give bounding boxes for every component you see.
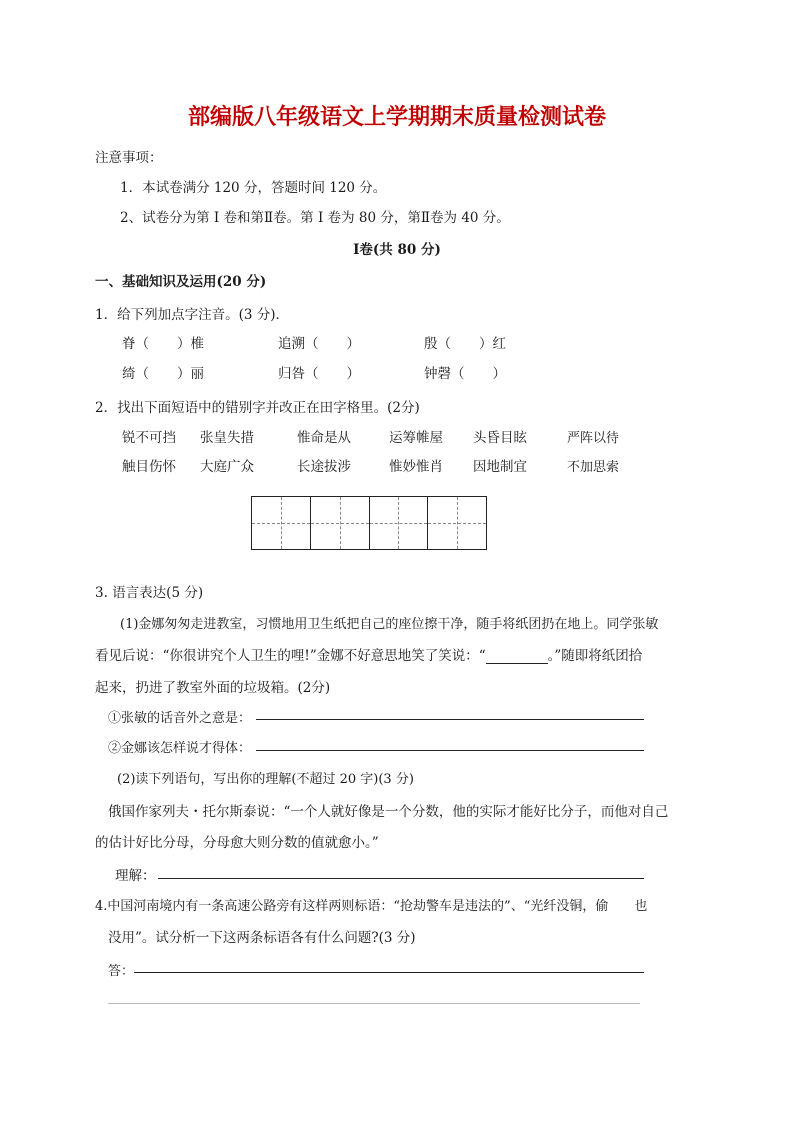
grid-cell[interactable] [370, 497, 429, 549]
exam-title: 部编版八年级语文上学期期末质量检测试卷 [187, 105, 606, 130]
q3-passage-line: (1)金娜匆匆走进教室，习惯地用卫生纸把自己的座位擦干净，随手将纸团扔在地上。同学张敏 [120, 617, 659, 632]
q2-phrase: 惟妙惟肖 [389, 459, 443, 475]
q1-item: 脊（ ）椎 [122, 336, 204, 352]
notice-item-1: 1．本试卷满分 120 分，答题时间 120 分。 [120, 180, 387, 196]
section-heading: 一、基础知识及运用(20 分) [95, 274, 267, 290]
fill-blank[interactable] [486, 649, 548, 664]
answer-line[interactable] [256, 750, 644, 751]
q3-quote-line: 俄国作家列夫・托尔斯泰说：“一个人就好像是一个分数，他的实际才能好比分子，而他对自己 [108, 804, 669, 820]
answer-line[interactable] [158, 878, 644, 879]
grid-cell[interactable] [311, 497, 370, 549]
grid-cell[interactable] [428, 497, 486, 549]
q3-passage-line: 看见后说：“你很讲究个人卫生的哩!”金娜不好意思地笑了笑说：“ 。”随即将纸团拾 [95, 648, 643, 664]
q1-item: 追溯（ ） [278, 336, 360, 352]
notice-heading: 注意事项： [95, 150, 163, 166]
q3-sub1-label: ①张敏的话音外之意是： [108, 711, 252, 726]
q2-stem: 2．找出下面短语中的错别字并改正在田字格里。(2分) [95, 400, 420, 416]
q2-phrase: 大庭广众 [200, 459, 254, 475]
volume-title: Ⅰ卷(共 80 分) [353, 242, 441, 258]
grid-cell[interactable] [252, 497, 311, 549]
q2-phrase: 张皇失措 [200, 430, 254, 446]
q1-stem: 1．给下列加点字注音。(3 分)． [95, 307, 290, 323]
q1-item: 钟磬（ ） [424, 366, 506, 382]
q2-phrase: 严阵以待 [567, 431, 620, 446]
q3-stem: 3. 语言表达(5 分) [95, 585, 204, 601]
answer-line[interactable] [256, 719, 644, 720]
q3-quote-line: 的估计好比分母，分母愈大则分数的值就愈小。” [95, 835, 379, 851]
q2-phrase: 长途拔涉 [297, 459, 351, 475]
q3-sub2-label: ②金娜该怎样说才得体： [108, 741, 252, 756]
q4-stem-line: 没用”。试分析一下这两条标语各有什么问题?(3 分) [108, 930, 416, 946]
q2-phrase: 运筹帷屋 [389, 430, 443, 446]
answer-line[interactable] [134, 972, 644, 973]
answer-line[interactable] [108, 1003, 640, 1004]
q2-phrase: 锐不可挡 [122, 430, 176, 446]
q1-item: 殷（ ）红 [424, 336, 506, 352]
q1-item: 归咎（ ） [278, 366, 360, 382]
q3-part2-stem: (2)读下列语句，写出你的理解(不超过 20 字)(3 分) [117, 772, 414, 787]
q2-phrase: 触目伤怀 [122, 459, 176, 475]
q2-phrase: 不加思索 [567, 460, 620, 475]
notice-item-2: 2、试卷分为第 Ⅰ 卷和第Ⅱ卷。第 Ⅰ 卷为 80 分，第Ⅱ卷为 40 分。 [120, 210, 510, 226]
q4-answer-label: 答： [108, 964, 135, 979]
q4-stem-line: 4.中国河南境内有一条高速公路旁有这样两则标语：“抢劫警车是违法的”、“光纤没铜，偷 也 [95, 899, 648, 914]
q2-phrase: 头昏目眩 [473, 430, 527, 446]
q3-passage-line: 起来，扔进了教室外面的垃圾箱。(2分) [95, 680, 331, 696]
q3-understand-label: 理解： [115, 868, 156, 884]
tianzige-grid[interactable] [251, 496, 487, 550]
q2-phrase: 惟命是从 [297, 430, 351, 446]
q2-phrase: 因地制宜 [473, 459, 527, 475]
q1-item: 绮（ ）丽 [122, 366, 204, 382]
